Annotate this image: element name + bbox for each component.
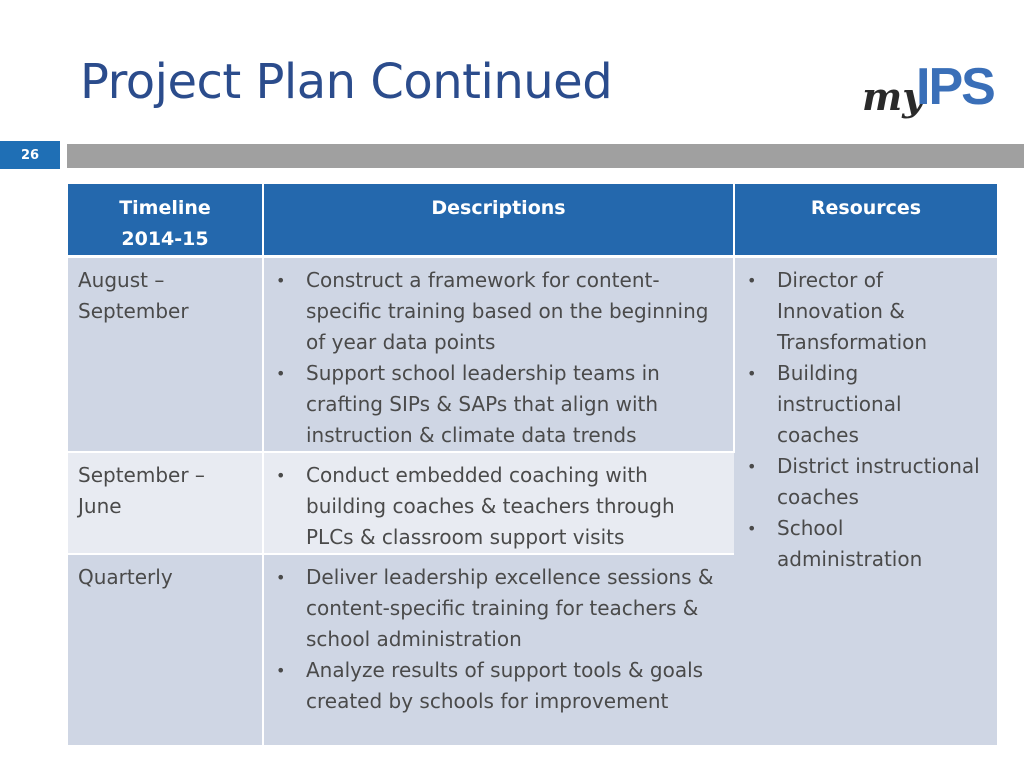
timeline-text: August – [78, 268, 165, 292]
header-resources: Resources [734, 184, 997, 257]
list-item [745, 451, 987, 513]
bullet-dot-icon: • [747, 271, 757, 290]
timeline-text: Quarterly [78, 565, 173, 589]
resource-text: District instructional coaches [777, 454, 980, 509]
bullet-dot-icon: • [276, 661, 286, 680]
header-descriptions: Descriptions [263, 184, 734, 257]
slide-number: 26 [0, 141, 60, 169]
description-cell [263, 554, 734, 746]
list-item [745, 358, 987, 451]
timeline-text: September [78, 299, 189, 323]
table-header-row [68, 184, 997, 257]
description-text: Analyze results of support tools & goals created by schools for improvement [306, 658, 704, 713]
bullet-dot-icon: • [747, 457, 757, 476]
myips-logo [858, 50, 1008, 128]
header-timeline-line1: Timeline [119, 197, 211, 219]
description-text: Construct a framework for content-specific training based on the beginning of year data points [306, 268, 709, 354]
header-divider-bar [67, 144, 1024, 168]
description-text: Support school leadership teams in crafting SIPs & SAPs that align with instruction & climate data trends [306, 361, 660, 447]
bullet-dot-icon: • [276, 568, 286, 587]
list-item [274, 265, 723, 358]
description-text: Conduct embedded coaching with building coaches & teachers through PLCs & classroom support visits [306, 463, 675, 549]
list-item [274, 358, 723, 451]
resource-text: Building instructional coaches [777, 361, 902, 447]
description-cell [263, 452, 734, 554]
project-plan-table [68, 184, 997, 747]
list-item [274, 562, 724, 655]
list-item [274, 655, 724, 717]
header-timeline-line2: 2014-15 [121, 228, 209, 250]
description-cell [263, 257, 734, 453]
resources-cell [734, 257, 997, 747]
resource-text: Director of Innovation & Transformation [777, 268, 928, 354]
bullet-dot-icon: • [276, 466, 286, 485]
bullet-dot-icon: • [747, 364, 757, 383]
logo-my-text: my [862, 74, 925, 119]
description-text: Deliver leadership excellence sessions & content-specific training for teachers & school administration [306, 565, 714, 651]
logo-ips-text: IPS [916, 58, 994, 116]
timeline-text: June [78, 494, 122, 518]
timeline-cell [68, 554, 263, 746]
timeline-text: September – [78, 463, 205, 487]
bullet-dot-icon: • [747, 519, 757, 538]
list-item [745, 513, 987, 575]
timeline-cell [68, 257, 263, 453]
resource-text: School administration [777, 516, 923, 571]
header-timeline [68, 184, 263, 257]
slide-title: Project Plan Continued [80, 54, 613, 110]
list-item [745, 265, 987, 358]
table-row [68, 257, 997, 453]
list-item [274, 460, 724, 553]
bullet-dot-icon: • [276, 364, 286, 383]
bullet-dot-icon: • [276, 271, 286, 290]
timeline-cell [68, 452, 263, 554]
